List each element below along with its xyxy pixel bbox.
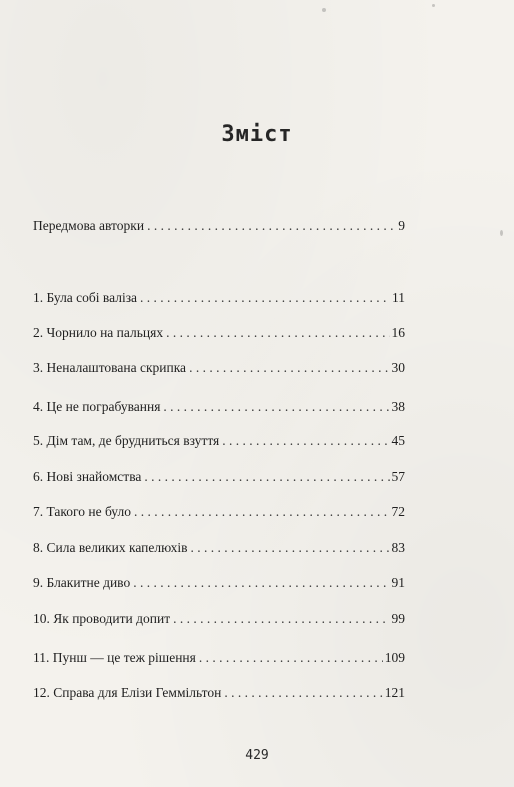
dot-leader <box>166 323 389 343</box>
toc-entry-chapter-6[interactable] <box>33 467 405 487</box>
dot-leader <box>140 288 390 308</box>
toc-entry-preface[interactable] <box>33 216 405 236</box>
toc-entry-chapter-10[interactable] <box>33 609 405 629</box>
toc-entry-label: Передмова авторки <box>33 218 145 233</box>
toc-entry-label: 8. Сила великих капелюхів <box>33 540 188 555</box>
dot-leader <box>134 502 390 522</box>
toc-entry-page: 11 <box>392 290 405 305</box>
dot-leader <box>133 573 389 593</box>
toc-entry-chapter-11[interactable] <box>33 648 405 668</box>
toc-entry-page: 16 <box>391 325 405 340</box>
toc-entry-page: 38 <box>391 399 405 414</box>
dot-leader <box>144 467 389 487</box>
toc-entry-page: 91 <box>391 575 405 590</box>
toc-entry-chapter-2[interactable] <box>33 323 405 343</box>
paper-speck <box>500 230 503 236</box>
toc-entry-page: 109 <box>384 650 405 665</box>
page-number: 429 <box>245 748 269 763</box>
toc-entry-chapter-3[interactable] <box>33 358 405 378</box>
page-title: Зміст <box>221 122 293 147</box>
dot-leader <box>147 216 396 236</box>
dot-leader <box>191 538 390 558</box>
dot-leader <box>199 648 383 668</box>
dot-leader <box>189 358 389 378</box>
toc-entry-page: 9 <box>398 218 405 233</box>
toc-entry-chapter-12[interactable] <box>33 683 405 703</box>
toc-entry-label: 9. Блакитне диво <box>33 575 131 590</box>
toc-entry-label: 11. Пунш — це теж рішення <box>33 650 196 665</box>
toc-entry-page: 83 <box>391 540 405 555</box>
toc-entry-page: 99 <box>391 611 405 626</box>
toc-entry-label: 4. Це не пограбування <box>33 399 161 414</box>
toc-entry-page: 121 <box>384 685 405 700</box>
toc-entry-chapter-9[interactable] <box>33 573 405 593</box>
paper-speck <box>432 4 435 7</box>
toc-entry-page: 45 <box>391 433 405 448</box>
toc-entry-label: 7. Такого не було <box>33 504 131 519</box>
toc-entry-label: 6. Нові знайомства <box>33 469 142 484</box>
toc-entry-chapter-4[interactable] <box>33 397 405 417</box>
toc-entry-label: 1. Була собі валіза <box>33 290 138 305</box>
toc-entry-chapter-1[interactable] <box>33 288 405 308</box>
toc-entry-page: 30 <box>391 360 405 375</box>
toc-entry-chapter-5[interactable] <box>33 431 405 451</box>
toc-entry-chapter-8[interactable] <box>33 538 405 558</box>
paper-speck <box>322 8 326 12</box>
dot-leader <box>222 431 389 451</box>
dot-leader <box>224 683 382 703</box>
toc-entry-page: 72 <box>391 504 405 519</box>
toc-entry-label: 10. Як проводити допит <box>33 611 171 626</box>
toc-entry-label: 3. Неналаштована скрипка <box>33 360 187 375</box>
dot-leader <box>163 397 389 417</box>
toc-entry-page: 57 <box>391 469 405 484</box>
toc-entry-chapter-7[interactable] <box>33 502 405 522</box>
toc-entry-label: 2. Чорнило на пальцях <box>33 325 164 340</box>
toc-entry-label: 12. Справа для Елізи Геммільтон <box>33 685 222 700</box>
toc-entry-label: 5. Дім там, де брудниться взуття <box>33 433 220 448</box>
dot-leader <box>173 609 389 629</box>
